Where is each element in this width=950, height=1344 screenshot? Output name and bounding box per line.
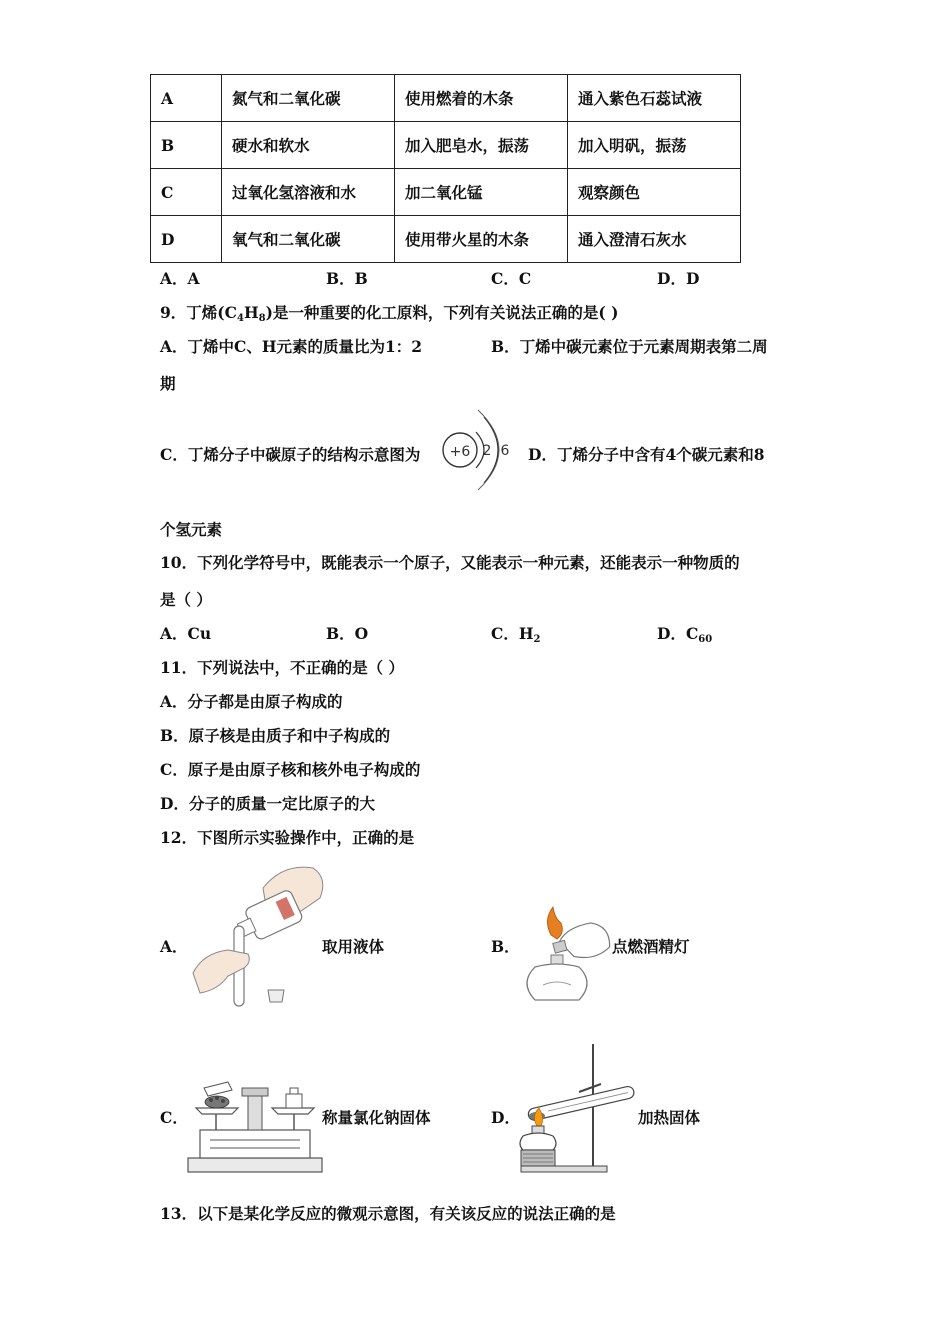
- table-cell: 氧气和二氧化碳: [222, 216, 395, 263]
- q9-option-b: B．丁烯中碳元素位于元素周期表第二周: [491, 337, 768, 356]
- carbon-atom-diagram: [440, 405, 520, 493]
- table-cell: 硬水和软水: [222, 122, 395, 169]
- table-cell: 加入肥皂水，振荡: [395, 122, 568, 169]
- table-cell: A: [151, 75, 222, 122]
- table-cell: 过氧化氢溶液和水: [222, 169, 395, 216]
- q12-b-caption: 点燃酒精灯: [612, 937, 690, 956]
- pour-liquid-illustration: [188, 858, 328, 1010]
- table-cell: 加入明矾，振荡: [568, 122, 741, 169]
- heating-solid-illustration: [517, 1040, 645, 1175]
- q9-option-d-cont: 个氢元素: [160, 520, 223, 539]
- q9-stem: 9．丁烯$(C_4H_8)$是一种重要的化工原料，下列有关说法正确的是( ): [160, 303, 619, 324]
- q10-option-d: D．$C_{60}$: [657, 624, 713, 645]
- q13-stem: 13．以下是某化学反应的微观示意图，有关该反应的说法正确的是: [160, 1204, 616, 1223]
- q9-option-d: D．丁烯分子中含有4个碳元素和8: [528, 445, 765, 464]
- q10-option-c: C．$H_2$: [491, 624, 541, 645]
- table-cell: 氮气和二氧化碳: [222, 75, 395, 122]
- q12-d-caption: 加热固体: [638, 1108, 701, 1127]
- table-row: [151, 75, 741, 122]
- q11-option-c: C．原子是由原子核和核外电子构成的: [160, 760, 421, 779]
- q8-option-b: B．B: [326, 269, 368, 288]
- table-row: [151, 122, 741, 169]
- table-row: [151, 216, 741, 263]
- table-cell: C: [151, 169, 222, 216]
- q11-option-b: B．原子核是由质子和中子构成的: [160, 726, 391, 745]
- q9-option-a: A．丁烯中C、H元素的质量比为1：2: [160, 337, 423, 356]
- table-cell: 观察颜色: [568, 169, 741, 216]
- table-cell: D: [151, 216, 222, 263]
- q10-option-b: B．O: [326, 624, 369, 643]
- alcohol-lamp-lighting-illustration: [515, 905, 615, 1010]
- q11-option-d: D．分子的质量一定比原子的大: [160, 794, 375, 813]
- balance-weighing-illustration: [186, 1078, 324, 1176]
- q12-d-letter: D．: [491, 1108, 520, 1127]
- table-cell: 加二氧化锰: [395, 169, 568, 216]
- nucleus-charge: +6: [449, 444, 471, 460]
- q8-table: [150, 74, 741, 263]
- q10-stem-cont: 是（ ）: [160, 590, 212, 609]
- table-cell: 使用燃着的木条: [395, 75, 568, 122]
- q8-option-d: D．D: [657, 269, 700, 288]
- q12-a-caption: 取用液体: [322, 937, 385, 956]
- table-row: [151, 169, 741, 216]
- q12-c-letter: C．: [160, 1108, 188, 1127]
- q12-b-letter: B．: [491, 937, 520, 956]
- q12-stem: 12．下图所示实验操作中，正确的是: [160, 828, 415, 847]
- q11-stem: 11．下列说法中，不正确的是（ ）: [160, 658, 404, 677]
- q9-option-b-cont: 期: [160, 374, 176, 393]
- table-cell: 使用带火星的木条: [395, 216, 568, 263]
- q9-option-c: C．丁烯分子中碳原子的结构示意图为: [160, 445, 421, 464]
- q10-option-a: A．Cu: [160, 624, 212, 643]
- q10-stem: 10．下列化学符号中，既能表示一个原子，又能表示一种元素，还能表示一种物质的: [160, 553, 740, 572]
- shell-1-electrons: 2: [482, 443, 492, 459]
- q12-c-caption: 称量氯化钠固体: [322, 1108, 431, 1127]
- q8-option-a: A．A: [160, 269, 200, 288]
- table-cell: 通入紫色石蕊试液: [568, 75, 741, 122]
- shell-2-electrons: 6: [500, 443, 510, 459]
- q11-option-a: A．分子都是由原子构成的: [160, 692, 343, 711]
- table-cell: 通入澄清石灰水: [568, 216, 741, 263]
- q12-a-letter: A．: [160, 937, 188, 956]
- q8-option-c: C．C: [491, 269, 532, 288]
- table-cell: B: [151, 122, 222, 169]
